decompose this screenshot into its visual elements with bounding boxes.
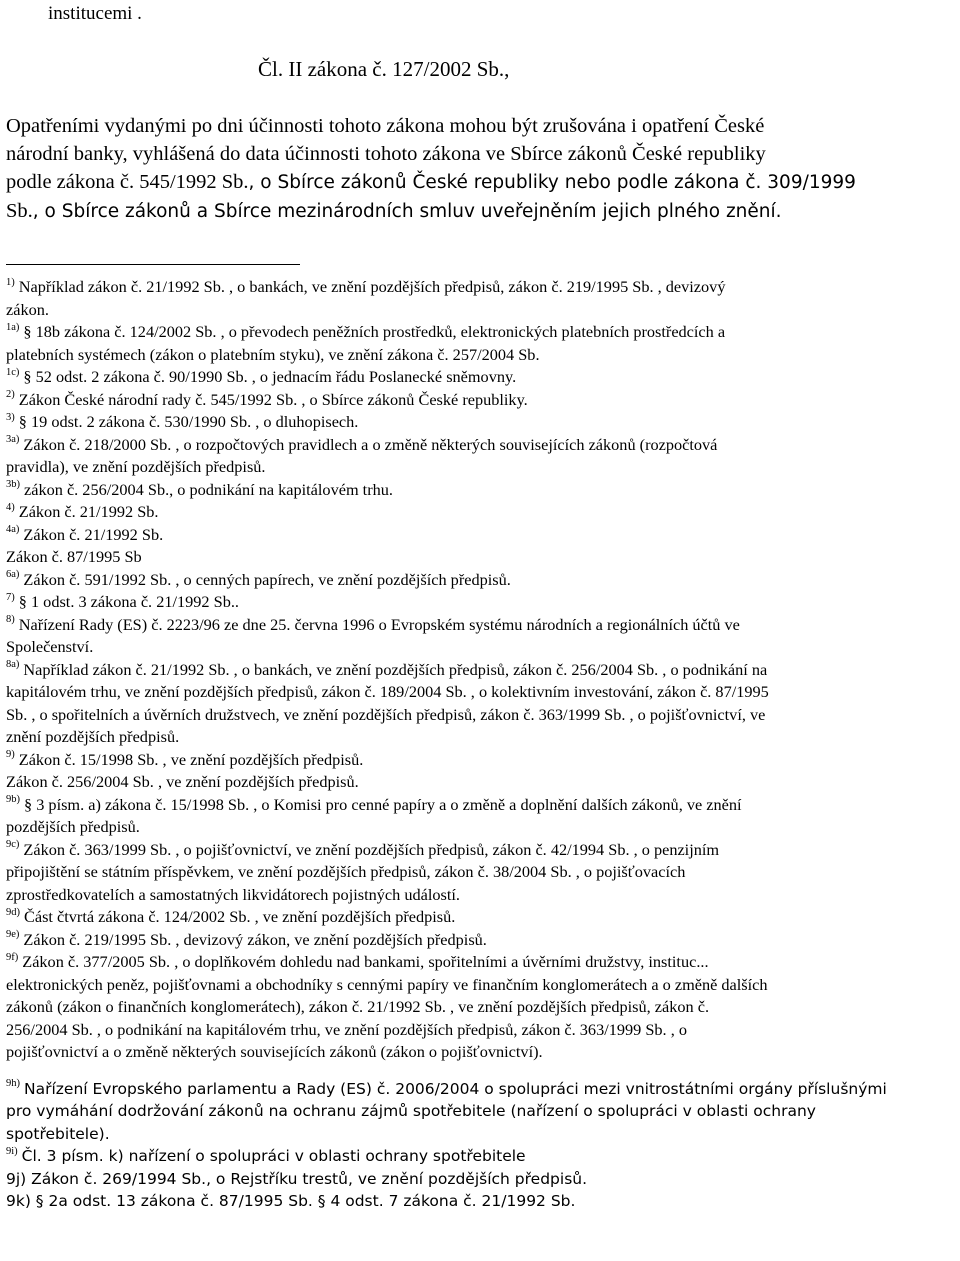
footnote-text: Nařízení Evropského parlamentu a Rady (ES) č. 2006/2004 o spolupráci mezi vnitrostátními orgány příslušnými — [24, 1079, 887, 1098]
footnote-text: Zákon č. 218/2000 Sb. , o rozpočtových pravidlech a o změně některých souvisejících zákonů (rozpočtová — [23, 434, 718, 454]
footnote-line — [6, 794, 958, 817]
footnote-line: připojištění se státním příspěvkem, ve znění pozdějších předpisů, zákon č. 38/2004 Sb. , o pojišťovacích — [6, 862, 686, 881]
section-heading: Čl. II zákona č. 127/2002 Sb., — [258, 57, 510, 81]
footnote-line: znění pozdějších předpisů. — [6, 727, 180, 746]
footnote-line — [6, 321, 958, 344]
footnote-line: 256/2004 Sb. , o podnikání na kapitálovém trhu, ve znění pozdějších předpisů, zákon č. 363/1999 Sb. , o — [6, 1019, 687, 1039]
footnote-text: § 19 odst. 2 zákona č. 530/1990 Sb. , o dluhopisech. — [18, 412, 359, 431]
footnote-line: Společenství. — [6, 637, 94, 656]
footnote-line — [6, 839, 958, 862]
footnote-line — [6, 659, 958, 682]
paragraph-segment: Sb. — [6, 200, 33, 222]
footnote-line: pravidla), ve znění pozdějších předpisů. — [6, 457, 266, 476]
footnote-mark: 9f) — [6, 951, 19, 963]
footnote-line — [6, 276, 958, 299]
footnote-mark: 3b) — [6, 479, 20, 491]
paragraph-segment: podle zákona č. 545/1992 Sb. — [6, 171, 249, 193]
footnote-mark: 4a) — [6, 524, 20, 536]
footnote-text: Zákon č. 363/1999 Sb. , o pojišťovnictví, ve znění pozdějších předpisů, zákon č. 42/1994 Sb. , o penzijním — [23, 839, 720, 859]
footnote-line — [6, 366, 958, 389]
text-fragment: institucemi . — [48, 3, 142, 24]
footnote-line — [6, 614, 958, 637]
paragraph-line: národní banky, vyhlášená do data účinnosti tohoto zákona ve Sbírce zákonů České republiky — [6, 143, 766, 165]
footnote-text: Zákon č. 219/1995 Sb. , devizový zákon, ve znění pozdějších předpisů. — [23, 929, 487, 949]
footnote-mark: 3a) — [6, 434, 20, 446]
footnote-line: 9j) Zákon č. 269/1994 Sb., o Rejstříku trestů, ve znění pozdějších předpisů. — [6, 1169, 588, 1188]
footnote-line: pojišťovnictví a o změně některých souvisejících zákonů (zákon o pojišťovnictví). — [6, 1042, 543, 1061]
footnote-separator — [6, 264, 300, 265]
footnote-mark: 1) — [6, 276, 15, 288]
footnote-line — [6, 524, 958, 547]
footnote-mark: 9) — [6, 749, 15, 761]
footnote-mark: 7) — [6, 591, 15, 603]
footnote-mark: 9h) — [6, 1078, 20, 1090]
footnote-mark: 4) — [6, 501, 15, 513]
footnote-line — [6, 434, 958, 457]
footnote-text: Například zákon č. 21/1992 Sb. , o bankách, ve znění pozdějších předpisů, zákon č. 256/2004 Sb. , o podnikání na — [23, 659, 768, 679]
paragraph-line: Opatřeními vydanými po dni účinnosti tohoto zákona mohou být zrušována i opatření České — [6, 115, 765, 137]
footnote-text: Čl. 3 písm. k) nařízení o spolupráci v oblasti ochrany spotřebitele — [21, 1147, 526, 1165]
footnote-line: Sb. , o spořitelních a úvěrních družstvech, ve znění pozdějších předpisů, zákon č. 363/1999 Sb. , o pojišťovnictví, ve — [6, 704, 766, 724]
footnote-line: Zákon č. 256/2004 Sb. , ve znění pozdějších předpisů. — [6, 772, 359, 791]
footnote-mark: 9e) — [6, 929, 20, 941]
footnote-line: spotřebitele). — [6, 1124, 110, 1143]
footnote-line — [6, 389, 958, 412]
footnote-line — [6, 1078, 958, 1101]
footnote-mark: 1a) — [6, 321, 20, 333]
paragraph-line — [6, 197, 956, 226]
footnote-line: zprostředkovatelích a samostatných likvidátorech pojistných událostí. — [6, 884, 460, 904]
footnote-line — [6, 591, 958, 614]
footnote-text: § 52 odst. 2 zákona č. 90/1990 Sb. , o jednacím řádu Poslanecké sněmovny. — [23, 367, 517, 386]
footnote-text: § 18b zákona č. 124/2002 Sb. , o převodech peněžních prostředků, elektronických platebních prostředcích a — [23, 322, 726, 341]
footnote-line: Zákon č. 87/1995 Sb — [6, 547, 142, 566]
footnote-text: Zákon České národní rady č. 545/1992 Sb. , o Sbírce zákonů České republiky. — [18, 389, 528, 409]
footnote-line: pro vymáhání dodržování zákonů na ochranu zájmů spotřebitele (nařízení o spolupráci v oblasti ochrany — [6, 1102, 816, 1120]
footnote-line: pozdějších předpisů. — [6, 817, 140, 836]
footnote-mark: 3) — [6, 411, 15, 423]
paragraph-segment: , o Sbírce zákonů České republiky nebo podle zákona č. 309/1999 — [248, 172, 856, 193]
footnote-mark: 6a) — [6, 569, 20, 581]
footnote-text: § 3 písm. a) zákona č. 15/1998 Sb. , o Komisi pro cenné papíry a o změně a doplnění dalších zákonů, ve znění — [24, 794, 742, 814]
footnote-mark: 9d) — [6, 906, 20, 918]
footnote-line — [6, 479, 958, 502]
footnote-line: platebních systémech (zákon o platebním styku), ve znění zákona č. 257/2004 Sb. — [6, 344, 540, 364]
footnote-text: Například zákon č. 21/1992 Sb. , o bankách, ve znění pozdějších předpisů, zákon č. 219/1995 Sb. , devizový — [18, 277, 726, 296]
footnotes — [6, 276, 958, 1213]
footnote-line — [6, 569, 958, 592]
footnote-mark: 8a) — [6, 659, 20, 671]
footnote-text: Část čtvrtá zákona č. 124/2002 Sb. , ve znění pozdějších předpisů. — [24, 907, 456, 926]
footnote-line — [6, 906, 958, 929]
footnote-line: 9k) § 2a odst. 13 zákona č. 87/1995 Sb. § 4 odst. 7 zákona č. 21/1992 Sb. — [6, 1192, 576, 1210]
footnote-text: Zákon č. 591/1992 Sb. , o cenných papírech, ve znění pozdějších předpisů. — [23, 569, 511, 589]
footnote-mark: 2) — [6, 389, 15, 401]
footnote-line: elektronických peněz, pojišťovnami a obchodníky s cennými papíry ve finančním konglomerátech a o změně dalších — [6, 974, 768, 994]
footnote-text: Zákon č. 377/2005 Sb. , o doplňkovém dohledu nad bankami, spořitelními a úvěrními družstvy, instituc... — [22, 952, 709, 971]
paragraph-segment: , o Sbírce zákonů a Sbírce mezinárodních smluv uveřejněním jejich plného znění. — [32, 201, 782, 222]
footnote-text: Zákon č. 15/1998 Sb. , ve znění pozdějších předpisů. — [18, 749, 364, 769]
footnote-mark: 9b) — [6, 794, 20, 806]
footnote-line — [6, 411, 958, 434]
footnote-mark: 1c) — [6, 366, 20, 378]
footnote-line — [6, 501, 958, 524]
paragraph-line — [6, 168, 956, 197]
body-paragraph — [6, 112, 956, 226]
footnote-line — [6, 1145, 958, 1168]
footnote-line: zákon. — [6, 299, 49, 319]
footnote-mark: 8) — [6, 614, 15, 626]
footnote-mark: 9c) — [6, 839, 20, 851]
footnote-text: Nařízení Rady (ES) č. 2223/96 ze dne 25. června 1996 o Evropském systému národních a regionálních účtů ve — [18, 614, 740, 634]
footnote-line — [6, 929, 958, 952]
spacer — [6, 1064, 958, 1078]
footnote-line: kapitálovém trhu, ve znění pozdějších předpisů, zákon č. 189/2004 Sb. , o kolektivním investování, zákon č. 87/1995 — [6, 682, 769, 701]
footnote-line — [6, 951, 958, 974]
footnote-text: Zákon č. 21/1992 Sb. — [18, 502, 159, 521]
footnote-text: Zákon č. 21/1992 Sb. — [23, 524, 164, 544]
footnote-text: zákon č. 256/2004 Sb., o podnikání na kapitálovém trhu. — [24, 479, 393, 499]
footnote-mark: 9i) — [6, 1145, 18, 1157]
footnote-line: zákonů (zákon o finančních konglomerátech), zákon č. 21/1992 Sb. , ve znění pozdějších předpisů, zákon č. — [6, 997, 710, 1016]
footnote-text: § 1 odst. 3 zákona č. 21/1992 Sb.. — [18, 592, 239, 611]
footnote-line — [6, 749, 958, 772]
